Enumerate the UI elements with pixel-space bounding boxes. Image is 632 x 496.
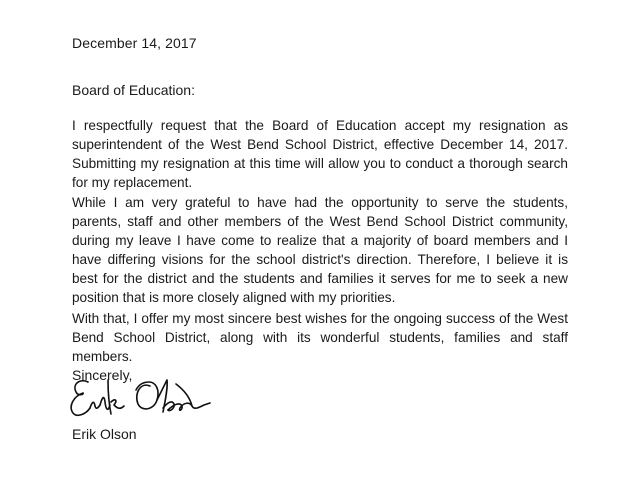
- paragraph-reasons: While I am very grateful to have had the opportunity to serve the students, parents, staff and other members of the West Bend School District community, during my leave I have come to realize that a majority of board members and I have differing visions for the school district's direction. Therefore, I believe it is best for the district and the students and families it serves for me to seek a new position that is more closely aligned with my priorities.: [72, 195, 568, 305]
- signer-name: Erik Olson: [72, 426, 137, 442]
- paragraph-resignation-request: I respectfully request that the Board of Education accept my resignation as superintendent of the West Bend School District, effective December 14, 2017. Submitting my resignation at this time will allow you to conduct a thorough search for my replacement.: [72, 118, 568, 190]
- salutation: Board of Education:: [72, 82, 195, 98]
- handwritten-signature: [64, 372, 214, 424]
- closing: Sincerely,: [72, 367, 133, 383]
- letter-date: December 14, 2017: [72, 35, 197, 51]
- paragraph-best-wishes: With that, I offer my most sincere best wishes for the ongoing success of the West Bend School District, along with its wonderful students, families and staff members.: [72, 311, 568, 364]
